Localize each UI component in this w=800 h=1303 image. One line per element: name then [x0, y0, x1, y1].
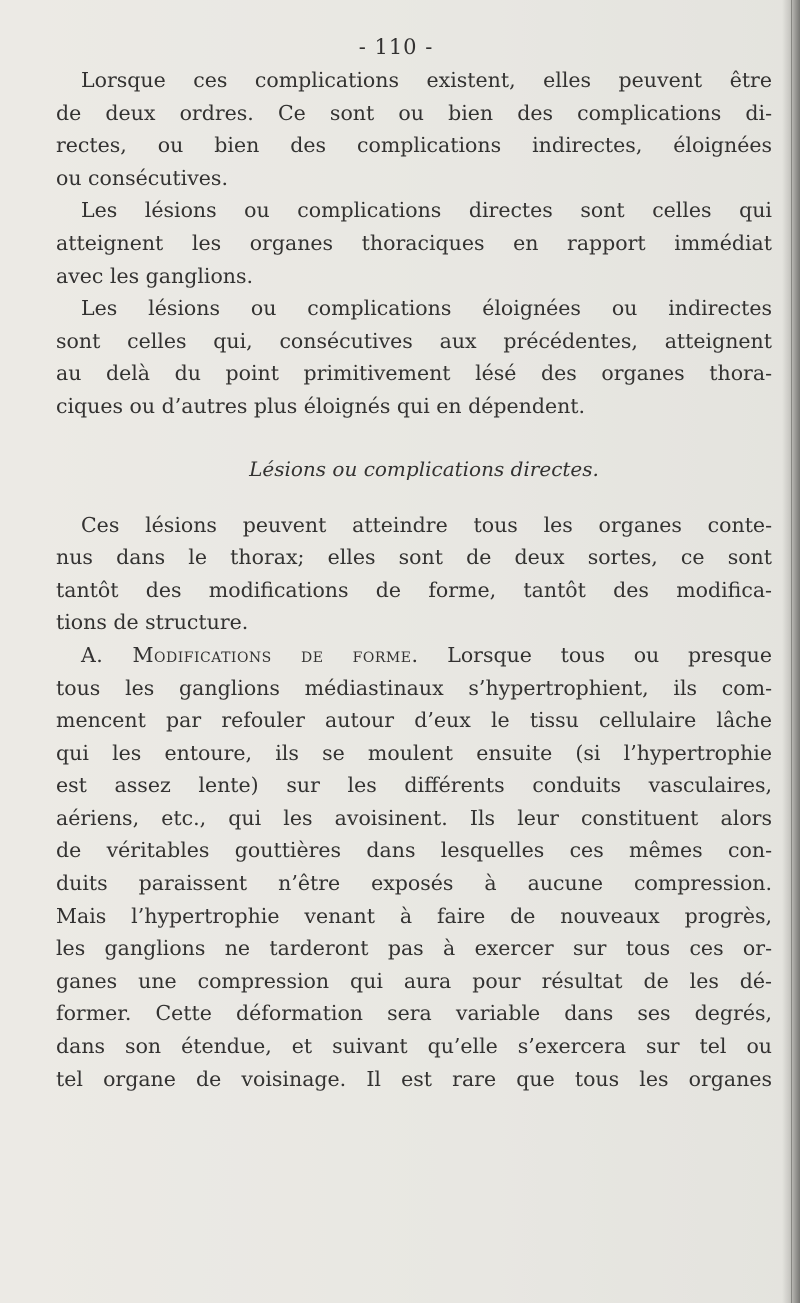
text-line: de deux ordres. Ce sont ou bien des complications di- [56, 100, 772, 125]
text-line: Les lésions ou complications directes sont celles qui [81, 198, 772, 223]
text-line: Mais l’hypertrophie venant à faire de nouveaux progrès, [56, 903, 772, 928]
subsection-paragraph [56, 639, 772, 1095]
paragraph-2 [56, 194, 772, 292]
subsection-first-line [56, 639, 772, 672]
subsection-first-line-text: Lorsque tous ou presque [447, 642, 772, 667]
text-line: de véritables gouttières dans lesquelles ces mêmes con- [56, 838, 772, 863]
text-line: tous les ganglions médiastinaux s’hypertrophient, ils com- [56, 675, 772, 700]
text-line: aériens, etc., qui les avoisinent. Ils leur constituent alors [56, 805, 772, 830]
text-line: atteignent les organes thoraciques en rapport immédiat [56, 230, 772, 255]
page-number: - 110 - [358, 35, 434, 59]
text-line: au delà du point primitivement lésé des organes thora- [56, 361, 772, 386]
text-line: Ces lésions peuvent atteindre tous les organes conte- [81, 512, 772, 537]
text-line: duits paraissent n’être exposés à aucune compression. [56, 871, 772, 896]
paragraph-3 [56, 292, 772, 422]
page-text [56, 30, 772, 1095]
text-line: ciques ou d’autres plus éloignés qui en dépendent. [56, 393, 586, 418]
text-line: tel organe de voisinage. Il est rare que tous les organes [56, 1066, 772, 1091]
text-line: tions de structure. [56, 610, 249, 635]
text-line: tantôt des modifications de forme, tantôt des modifica- [56, 577, 772, 602]
text-line: les ganglions ne tarderont pas à exercer sur tous ces or- [56, 936, 772, 961]
text-line: former. Cette déformation sera variable dans ses degrés, [56, 1001, 772, 1026]
page-edge-line [791, 0, 792, 1303]
subsection-label: A. Modifications de forme. [81, 642, 419, 667]
text-line: nus dans le thorax; elles sont de deux sortes, ce sont [56, 545, 772, 570]
text-line: est assez lente) sur les différents conduits vasculaires, [56, 773, 772, 798]
text-line: mencent par refouler autour d’eux le tissu cellulaire lâche [56, 708, 772, 733]
text-line: ganes une compression qui aura pour résultat de les dé- [56, 968, 772, 993]
text-line: Les lésions ou complications éloignées ou indirectes [81, 296, 772, 321]
text-line: Lorsque ces complications existent, elles peuvent être [81, 68, 772, 92]
section-paragraph [56, 509, 772, 639]
paragraph-1 [56, 64, 772, 194]
text-line: sont celles qui, consécutives aux précédentes, atteignent [56, 328, 772, 353]
text-line: avec les ganglions. [56, 263, 254, 288]
text-line: rectes, ou bien des complications indirectes, éloignées [56, 133, 772, 158]
text-line: qui les entoure, ils se moulent ensuite (si l’hypertrophie [56, 740, 772, 765]
section-heading: Lésions ou complications directes. [249, 456, 599, 481]
text-line: dans son étendue, et suivant qu’elle s’exercera sur tel ou [56, 1034, 772, 1059]
text-line: ou consécutives. [56, 165, 228, 190]
